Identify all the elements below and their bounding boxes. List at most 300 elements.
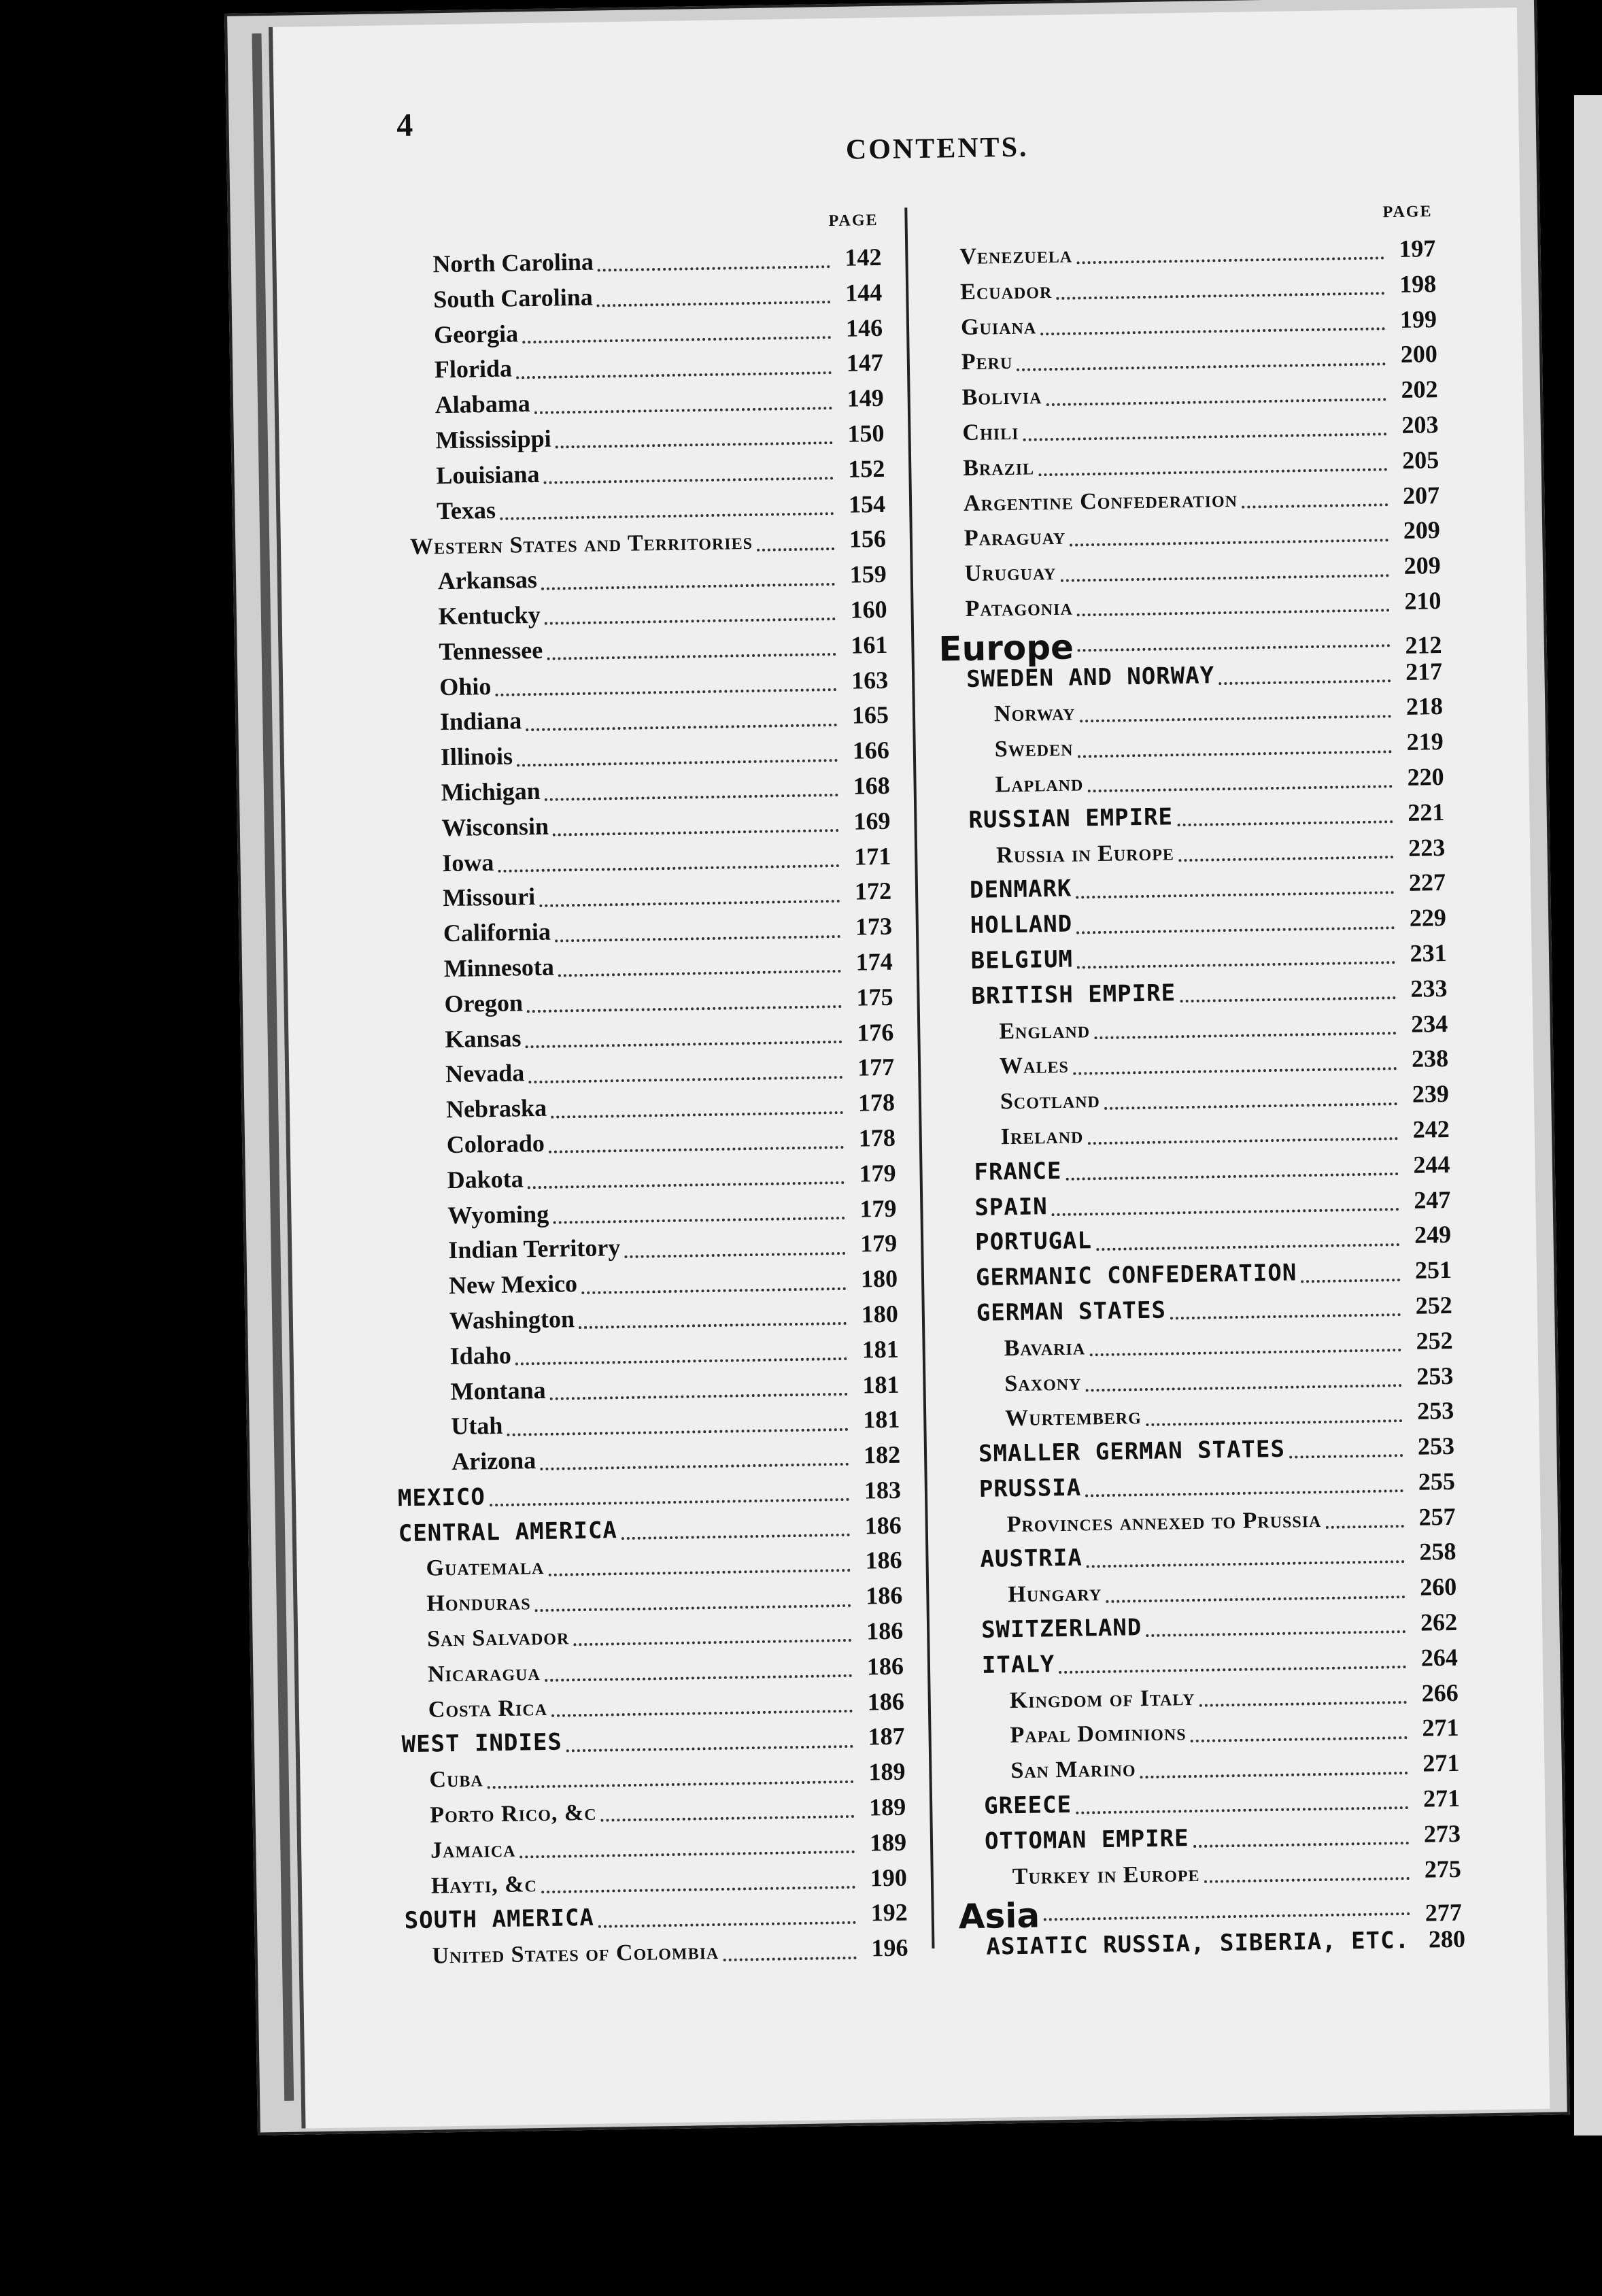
dot-leader [1087,785,1392,793]
dot-leader [556,441,833,448]
entry-page-number: 181 [862,1335,899,1364]
dot-leader [515,1357,847,1366]
dot-leader [507,1428,849,1436]
dot-leader [1085,1383,1401,1391]
dot-leader [1289,1454,1403,1459]
entry-title: Kentucky [438,601,541,630]
entry-page-number: 198 [1399,269,1437,298]
dot-leader [526,723,837,731]
book-page [269,7,1550,2128]
entry-title: Western States and Territories [409,529,753,560]
entry-title: Washington [449,1305,575,1334]
dot-leader [1038,467,1387,476]
entry-page-number: 249 [1414,1221,1452,1249]
dot-leader [1180,996,1395,1002]
entry-page-number: 210 [1404,586,1442,615]
entry-title: Nebraska [445,1094,547,1124]
entry-page-number: 186 [867,1687,905,1716]
entry-title: SWEDEN AND NORWAY [966,661,1215,693]
entry-title: Arizona [451,1447,536,1476]
entry-title: SOUTH AMERICA [404,1904,595,1935]
entry-title: Patagonia [965,594,1074,622]
entry-title: Sweden [994,735,1074,762]
dot-leader [1023,433,1387,441]
entry-title: Norway [993,700,1076,727]
dot-leader [598,265,830,271]
entry-page-number: 179 [859,1230,898,1257]
entry-title: Hungary [1008,1581,1102,1608]
entry-title: United States of Colombia [432,1939,719,1969]
dot-leader [1104,1102,1397,1110]
dot-leader [1170,1313,1401,1319]
entry-page-number: 163 [851,666,889,694]
entry-page-number: 251 [1414,1256,1452,1284]
entry-page-number: 207 [1402,481,1440,509]
dot-leader [1052,1207,1399,1216]
entry-title: Oregon [444,989,524,1017]
entry-page-number: 180 [861,1300,899,1328]
entry-title: Porto Rico, &c [430,1800,597,1828]
dot-leader [723,1955,856,1961]
dot-leader [597,300,831,307]
entry-page-number: 160 [850,595,887,624]
entry-page-number: 186 [866,1652,904,1681]
entry-page-number: 146 [845,314,883,342]
entry-title: Iowa [442,848,494,877]
entry-title: SWITZERLAND [981,1614,1142,1644]
entry-page-number: 144 [845,278,883,307]
entry-title: Chili [962,419,1019,446]
entry-page-number: 242 [1412,1115,1450,1143]
entry-page-number: 199 [1399,305,1437,333]
entry-title: Uruguay [964,560,1057,587]
entry-title: ITALY [981,1651,1055,1679]
entry-title: San Marino [1010,1756,1136,1784]
dot-leader [526,1040,842,1048]
entry-title: Dakota [447,1165,524,1194]
entry-title: Montana [450,1376,546,1405]
dot-leader [1146,1419,1403,1426]
contents-list-left [378,243,908,1976]
dot-leader [551,1110,843,1118]
dot-leader [1085,1489,1403,1497]
entry-title: Brazil [963,454,1035,481]
entry-title: DENMARK [969,875,1072,905]
dot-leader [1301,1278,1400,1283]
entry-page-number: 202 [1401,375,1438,404]
dot-leader [1140,1771,1408,1778]
entry-page-number: 253 [1417,1432,1455,1460]
entry-title: Guiana [960,313,1037,340]
entry-page-number: 203 [1401,411,1439,439]
entry-page-number: 171 [853,842,891,871]
entry-title: New Mexico [448,1270,578,1300]
entry-page-number: 149 [847,384,884,412]
dot-leader [490,1498,849,1506]
entry-page-number: 221 [1408,798,1445,826]
entry-page-number: 271 [1422,1749,1460,1777]
dot-leader [1077,960,1395,968]
entry-title: Cuba [429,1766,484,1793]
entry-page-number: 212 [1405,630,1442,659]
entry-title: Minnesota [443,953,555,983]
entry-page-number: 172 [854,877,892,905]
dot-leader [555,934,840,942]
entry-page-number: 175 [856,983,893,1011]
entry-page-number: 173 [855,912,893,941]
entry-page-number: 179 [859,1194,897,1223]
dot-leader [545,1674,852,1682]
entry-title: RUSSIAN EMPIRE [968,803,1174,834]
entry-title: GERMANIC CONFEDERATION [975,1259,1297,1292]
entry-page-number: 142 [845,243,882,271]
entry-title: Saxony [1004,1369,1082,1396]
dot-leader [1056,291,1384,300]
entry-page-number: 229 [1409,904,1447,932]
entry-page-number: 181 [862,1370,900,1399]
entry-title: Texas [436,496,496,524]
dot-leader [1146,1630,1405,1637]
entry-title: Bolivia [961,384,1042,411]
entry-title: Mississippi [435,424,551,454]
dot-leader [1080,714,1392,722]
entry-title: Nicaragua [427,1659,541,1687]
contents-column-right [932,203,1466,1968]
entry-title: Papal Dominions [1010,1720,1187,1749]
entry-page-number: 166 [852,736,890,764]
dot-leader [1078,749,1392,758]
entry-title: Georgia [433,319,519,348]
entry-title: Idaho [449,1341,512,1370]
entry-page-number: 200 [1400,340,1438,369]
entry-page-number: 252 [1415,1291,1453,1319]
dot-leader [1078,643,1391,652]
entry-page-number: 186 [866,1617,904,1645]
dot-leader [1178,855,1393,862]
dot-leader [1073,1066,1397,1075]
entry-title: HOLLAND [970,910,1073,940]
entry-page-number: 238 [1411,1045,1449,1073]
entry-page-number: 264 [1420,1643,1459,1672]
dot-leader [528,1075,842,1083]
dot-leader [1070,538,1388,546]
entry-page-number: 174 [855,947,893,976]
dot-leader [545,793,838,801]
entry-page-number: 196 [871,1934,908,1962]
entry-title: Wurtemberg [1004,1404,1142,1432]
page-number: 4 [396,107,413,144]
dot-leader [1096,1243,1399,1251]
entry-page-number: 255 [1418,1467,1456,1496]
entry-page-number: 220 [1407,762,1444,791]
entry-page-number: 260 [1419,1573,1457,1601]
entry-title: BRITISH EMPIRE [971,979,1176,1010]
entry-page-number: 190 [870,1863,908,1892]
entry-page-number: 233 [1410,974,1448,1002]
entry-page-number: 280 [1428,1925,1466,1953]
entry-title: North Carolina [432,248,594,278]
contents-column-left [377,212,908,1976]
entry-title: Jamaica [430,1836,516,1863]
entry-page-number: 189 [868,1793,906,1821]
dot-leader [1106,1595,1405,1603]
dot-leader [1061,573,1389,582]
dot-leader [1046,397,1386,406]
entry-title: AUSTRIA [980,1544,1083,1574]
dot-leader [1059,1665,1406,1674]
entry-page-number: 192 [870,1899,908,1927]
dot-leader [1199,1700,1407,1707]
entry-title: Michigan [441,777,541,807]
dot-leader [498,864,839,873]
entry-title: Ecuador [959,277,1053,305]
entry-title: CENTRAL AMERICA [398,1516,618,1547]
dot-leader [1218,679,1391,685]
entry-title: Kingdom of Italy [1009,1685,1195,1713]
entry-page-number: 187 [868,1723,905,1751]
entry-page-number: 189 [868,1757,906,1786]
entry-title: PORTUGAL [974,1227,1093,1257]
entry-title: Wyoming [447,1200,549,1229]
entry-title: Indian Territory [447,1234,621,1264]
entry-page-number: 183 [864,1476,902,1504]
entry-title: SPAIN [974,1192,1049,1221]
entry-page-number: 177 [857,1053,895,1081]
dot-leader [544,476,834,484]
entry-title: San Salvador [426,1624,570,1652]
entry-page-number: 231 [1410,939,1447,967]
entry-page-number: 266 [1421,1678,1459,1707]
dot-leader [1076,256,1384,265]
dot-leader [527,1004,842,1013]
entry-page-number: 161 [851,630,888,659]
entry-page-number: 150 [847,419,885,448]
entry-title: South Carolina [432,283,594,314]
entry-title: Louisiana [436,460,540,489]
entry-page-number: 277 [1425,1899,1463,1927]
entry-page-number: 209 [1403,516,1441,545]
entry-page-number: 253 [1416,1397,1454,1425]
entry-title: Florida [434,354,513,384]
dot-leader [488,1779,854,1788]
entry-page-number: 186 [864,1511,902,1540]
dot-leader [1077,609,1390,617]
entry-page-number: 169 [853,807,891,835]
dot-leader [1044,1912,1410,1921]
entry-title: Asia [958,1895,1040,1937]
entry-title: Hayti, &c [430,1871,538,1899]
entry-page-number: 147 [846,349,884,377]
entry-page-number: 223 [1408,833,1446,862]
dot-leader [1040,326,1385,335]
entry-page-number: 186 [865,1547,902,1574]
entry-title: Lapland [995,771,1084,798]
entry-title: Utah [451,1412,503,1440]
dot-leader [1066,1172,1399,1181]
entry-title: Guatemala [426,1554,545,1582]
entry-page-number: 179 [859,1159,896,1187]
dot-leader [500,511,834,520]
entry-page-number: 180 [860,1264,898,1293]
dot-leader [550,1392,848,1400]
dot-leader [553,828,839,837]
entry-title: GERMAN STATES [976,1296,1167,1327]
dot-leader [541,1885,855,1893]
entry-title: OTTOMAN EMPIRE [984,1824,1189,1855]
entry-title: England [999,1017,1091,1044]
dot-leader [1204,1876,1410,1883]
dot-leader [545,617,836,625]
entry-title: GREECE [983,1791,1072,1820]
dot-leader [1076,890,1394,898]
entry-page-number: 273 [1423,1819,1461,1848]
dot-leader [598,1921,856,1928]
dot-leader [621,1533,850,1540]
dot-leader [551,1709,853,1717]
entry-page-number: 186 [866,1581,903,1610]
dot-leader [581,1286,846,1294]
entry-title: Honduras [426,1589,531,1617]
entry-page-number: 234 [1410,1009,1448,1038]
dot-leader [573,1638,851,1646]
dot-leader [579,1321,847,1329]
dot-leader [539,899,840,907]
dot-leader [1089,1348,1401,1356]
dot-leader [534,406,832,414]
entry-title: Tennessee [439,636,543,665]
dot-leader [558,969,841,977]
dot-leader [522,335,831,343]
entry-page-number: 197 [1399,235,1436,263]
entry-title: Ireland [1000,1123,1084,1150]
entry-title: Indiana [439,707,522,736]
entry-page-number: 227 [1408,868,1446,897]
entry-title: Ohio [439,672,492,700]
entry-page-number: 154 [848,490,886,518]
entry-title: BELGIUM [970,945,1074,975]
dot-leader [1094,1031,1396,1039]
entry-page-number: 244 [1413,1150,1450,1179]
entry-title: WEST INDIES [401,1728,563,1759]
entry-page-number: 257 [1418,1502,1456,1531]
entry-title: Colorado [446,1129,545,1159]
entry-page-number: 271 [1422,1714,1459,1742]
entry-page-number: 247 [1413,1185,1451,1214]
dot-leader [1242,503,1388,508]
dot-leader [517,758,838,766]
dot-leader [1191,1736,1408,1742]
entry-title: Argentine Confederation [963,486,1238,516]
entry-title: Bavaria [1004,1334,1086,1361]
entry-page-number: 156 [849,525,887,554]
dot-leader [1017,362,1386,371]
dot-leader [541,582,835,590]
dot-leader [547,652,836,660]
dot-leader [540,1462,849,1470]
dot-leader [1087,1559,1405,1568]
entry-title: Venezuela [959,242,1073,270]
entry-title: Alabama [434,390,531,419]
dot-leader [553,1216,845,1224]
entry-title: Kansas [445,1024,522,1053]
column-divider [904,207,934,1948]
entry-page-number: 178 [858,1124,896,1152]
entry-page-number: 262 [1420,1608,1458,1636]
entry-title: PRUSSIA [978,1474,1082,1503]
entry-title: Paraguay [964,524,1066,552]
entry-title: Wales [999,1053,1070,1079]
entry-title: Illinois [440,742,513,771]
dot-leader [1193,1841,1409,1848]
dot-leader [495,688,836,696]
contents-list-right [932,234,1466,1968]
entry-title: Wisconsin [441,812,549,841]
entry-page-number: 253 [1416,1362,1454,1390]
entry-title: Europe [938,627,1074,669]
page-column-header: PAGE [828,211,879,231]
dot-leader [549,1145,844,1153]
dot-leader [1177,820,1393,826]
entry-page-number: 218 [1405,692,1444,721]
entry-title: FRANCE [974,1157,1062,1186]
entry-page-number: 239 [1412,1080,1450,1108]
entry-title: Nevada [445,1059,525,1088]
dot-leader [566,1744,853,1753]
dot-leader [548,1568,850,1576]
entry-page-number: 168 [853,771,890,800]
entry-page-number: 217 [1405,657,1443,686]
dot-leader [757,547,834,552]
entry-page-number: 189 [869,1828,907,1857]
entry-title: California [443,917,551,947]
entry-title: Russia in Europe [995,839,1175,868]
entry-page-number: 252 [1416,1326,1453,1355]
entry-page-number: 209 [1403,552,1441,580]
contents-entry [405,1934,908,1976]
dot-leader [624,1251,845,1258]
entry-title: Peru [961,349,1013,375]
entry-page-number: 159 [849,560,887,588]
entry-title: SMALLER GERMAN STATES [978,1435,1286,1468]
entry-page-number: 205 [1401,445,1439,474]
dot-leader [601,1814,855,1822]
dot-leader [520,1850,855,1859]
page-column-header: PAGE [1382,203,1433,222]
dot-leader [516,371,832,379]
dot-leader [1076,926,1395,934]
dot-leader [535,1604,851,1612]
entry-title: ASIATIC RUSSIA, SIBERIA, ETC. [986,1927,1410,1961]
entry-title: Scotland [1000,1087,1101,1115]
entry-page-number: 275 [1424,1855,1462,1883]
entry-page-number: 271 [1422,1784,1461,1812]
entry-title: Arkansas [437,566,538,595]
dot-leader [1076,1806,1408,1814]
entry-title: Missouri [442,883,536,912]
entry-title: Costa Rica [428,1695,548,1723]
entry-page-number: 176 [857,1018,894,1047]
dot-leader [1325,1524,1403,1529]
entry-page-number: 181 [862,1405,900,1434]
dot-leader [528,1181,845,1189]
entry-title: MEXICO [397,1483,486,1513]
entry-page-number: 178 [857,1088,896,1117]
entry-page-number: 182 [863,1440,901,1469]
entry-title: Turkey in Europe [1012,1861,1200,1889]
entry-page-number: 152 [847,454,885,483]
page-title: CONTENTS. [845,131,1029,166]
dot-leader [1087,1136,1397,1145]
